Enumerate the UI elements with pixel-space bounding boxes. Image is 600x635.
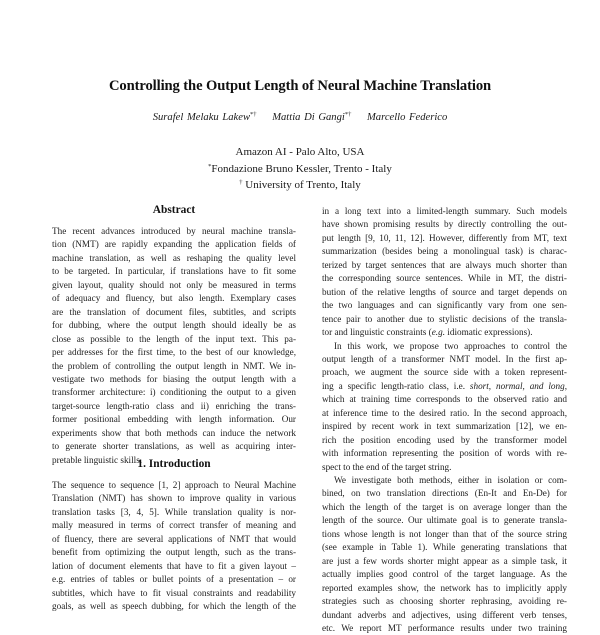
text-line: which the length of the target is on average longer than the	[322, 501, 567, 512]
text-line: given layout, quality should not only be measured in terms	[52, 279, 296, 290]
text-line: dundant adverbs and adjectives, using different verb tenses,	[322, 609, 567, 620]
text-line: with information representing the position of words with re-	[322, 448, 567, 459]
text-line: of adequacy and fluency, but also length. Exemplary cases	[52, 293, 296, 304]
text-line: experiments show that both methods can induce the network	[52, 427, 296, 438]
text-line: of fluency, there are several applications of NMT that would	[52, 533, 296, 544]
affiliation-mark: †	[239, 179, 243, 187]
author	[367, 112, 447, 123]
text-line: machine translation, as well as reshaping the quality level	[52, 252, 296, 263]
text-line: to generate shorter translations, as well as acquiring inter-	[52, 441, 296, 452]
text-line: summarization (besides being a monolingual task) is charac-	[322, 246, 567, 257]
text-line: (see example in Table 1). While generating translations that	[322, 542, 567, 553]
text-line: goals, as well as speech dubbing, for which the length of the	[52, 601, 296, 612]
text-line: to be targeted. In particular, if translations have to fit some	[52, 266, 296, 277]
text-line: put length [9, 10, 11, 12]. However, differently from MT, text	[322, 232, 567, 243]
affiliation-text: University of Trento, Italy	[242, 179, 361, 192]
affiliation	[0, 160, 600, 177]
text-line: length of the source. Our ultimate goal is to generate transla-	[322, 515, 567, 526]
author-marks: *†	[250, 111, 257, 118]
text-line: per addresses for the first time, to the best of our knowledge,	[52, 347, 296, 358]
text-line: ing a specific length-ratio class, i.e. short, normal, and long,	[322, 380, 567, 391]
text-line: the problem of controlling the output length in NMT. We in-	[52, 360, 296, 371]
text-line: are just a few words shorter might appear as a simple task, it	[322, 555, 567, 566]
text-line: which at training time corresponds to the observed ratio and	[322, 394, 567, 405]
author-list	[0, 111, 600, 123]
text-line: rich the position encoding used by the transformer model	[322, 434, 567, 445]
text-line: e.g. entries of tables or bullet points of a presentation – or	[52, 574, 296, 585]
author	[153, 112, 257, 123]
text-line: lation of document elements that have to fit a given layout –	[52, 560, 296, 571]
affiliation-text: Fondazione Bruno Kessler, Trento - Italy	[211, 162, 392, 175]
author-name: Surafel Melaku Lakew	[152, 112, 251, 123]
text-line: target-source length-ratio class and ii) enriching the trans-	[52, 400, 296, 411]
affiliation	[0, 143, 600, 160]
author	[272, 112, 351, 123]
text-line: In this work, we propose two approaches to control the	[334, 340, 567, 351]
text-line: proach, we augment the source side with a token represent-	[322, 367, 567, 378]
text-line: terized by target sentences that are always much shorter than	[322, 259, 567, 270]
author-marks: *†	[344, 111, 352, 118]
text-line: actually implies good control of the target language. As the	[322, 569, 567, 580]
text-line: subtitles, which have to fit visual constraints and readability	[52, 587, 296, 598]
text-line: the two languages and can significantly vary from one sen-	[322, 300, 567, 311]
text-line: mally measured in terms of correct transfer of meaning and	[52, 520, 296, 531]
text-line: The sequence to sequence [1, 2] approach to Neural Machine	[52, 480, 296, 490]
text-line: Translation (NMT) has shown to improve quality in various	[52, 493, 296, 504]
affiliation	[0, 176, 600, 193]
affiliation-mark: *	[208, 162, 212, 170]
text-line: tor and linguistic constraints (e.g. idiomatic expressions).	[322, 327, 533, 338]
author-name: Mattia Di Gangi	[272, 112, 345, 123]
author-name: Marcello Federico	[366, 112, 448, 123]
text-line: tence pair to another due to stylistic decisions of the transla-	[322, 313, 567, 324]
text-line: at inference time to the desired ratio. In the second approach,	[322, 407, 567, 418]
text-line: in a long text into a limited-length summary. Such models	[322, 206, 567, 216]
text-line: reported examples show, the network has to implicitly apply	[322, 582, 567, 593]
text-line: output length of a transformer NMT model. In the first ap-	[322, 353, 567, 364]
affiliation-text: Amazon AI - Palo Alto, USA	[235, 146, 365, 158]
text-line: strategies such as choosing shorter rephrasing, avoiding re-	[322, 596, 567, 607]
text-line: The recent advances introduced by neural machine transla-	[52, 226, 296, 236]
text-line: have shown promising results by directly controlling the out-	[322, 219, 567, 230]
text-line: spect to the end of the target string.	[322, 461, 452, 472]
text-line: for dubbing, where the output length should ideally be as	[52, 320, 296, 331]
text-line: close as possible to the length of the input text. This pa-	[52, 333, 296, 344]
abstract-heading: Abstract	[152, 204, 196, 216]
text-line: bution of the relative lengths of source and target depends on	[322, 286, 567, 297]
text-line: former positional embedding with length information. Our	[52, 414, 296, 425]
text-line: We investigate both methods, either in isolation or com-	[334, 475, 567, 485]
text-line: tions whose length is not longer than that of the source string	[322, 528, 567, 539]
text-line: pretable linguistic skills.	[52, 454, 143, 465]
introduction-heading: 1. Introduction	[137, 458, 211, 470]
text-line: the corresponding source sentences. While in MT, the distri-	[322, 273, 567, 284]
text-line: etc. We report MT performance results under two training	[322, 622, 567, 633]
text-line: bined, on two translation directions (En-It and En-De) for	[322, 488, 567, 499]
text-line: benefit from optimizing the output length, such as the trans-	[52, 547, 296, 558]
text-line: tion (NMT) are rapidly expanding the application fields of	[52, 239, 296, 250]
text-line: are the translation of document files, subtitles, and scripts	[52, 306, 296, 317]
text-line: vestigate two methods for biasing the output length with a	[52, 373, 296, 384]
text-line: translation tasks [3, 4, 5]. While translation quality is nor-	[52, 506, 296, 517]
text-line: transformer architecture: i) conditioning the output to a given	[52, 387, 296, 398]
affiliations	[0, 143, 600, 193]
text-line: inspired by recent work in text summarization [12], we en-	[322, 421, 567, 432]
paper-title: Controlling the Output Length of Neural Machine Translation	[108, 78, 492, 94]
